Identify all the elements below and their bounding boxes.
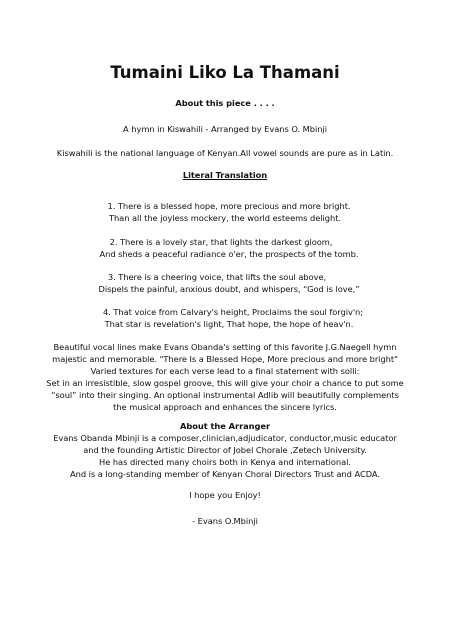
about-heading: About this piece . . . .: [175, 98, 275, 108]
description-line: the musical approach and enhances the sincere lyrics.: [113, 402, 337, 412]
signature: - Evans O.Mbinji: [192, 516, 258, 526]
verse-line: 2. There is a lovely star, that lights the darkest gloom,: [109, 237, 333, 247]
closing-text: I hope you Enjoy!: [189, 490, 261, 500]
description-line: Beautiful vocal lines make Evans Obanda's setting of this favorite J.G.Naegell hymn: [53, 342, 397, 352]
verse-line: Dispels the painful, anxious doubt, and whispers, “God is love,”: [98, 284, 360, 294]
verse-line: Than all the joyless mockery, the world esteems delight.: [108, 213, 342, 223]
subtitle: A hymn in Kiswahili - Arranged by Evans O. Mbinji: [123, 124, 327, 134]
page-title: Tumaini Liko La Thamani: [110, 63, 340, 82]
verse-line: 4. That voice from Calvary's height, Proclaims the soul forgiv'n;: [103, 307, 363, 317]
description-line: Varied textures for each verse lead to a final statement with solli:: [90, 366, 360, 376]
verse-line: And sheds a peaceful radiance o'er, the prospects of the tomb.: [99, 249, 359, 259]
verse-line: 1. There is a blessed hope, more precious and more bright.: [107, 201, 351, 211]
description-line: majestic and memorable. "There Is a Blessed Hope, More precious and more bright": [52, 354, 398, 364]
arranger-heading: About the Arranger: [179, 421, 271, 431]
description-line: “soul” into their singing. An optional instrumental Adlib will beautifully complements: [51, 390, 399, 400]
arranger-bio-line: Evans Obanda Mbinji is a composer,clinician,adjudicator, conductor,music educator: [53, 433, 397, 443]
translation-heading: Literal Translation: [182, 170, 268, 180]
arranger-bio-line: He has directed many choirs both in Kenya and international.: [99, 457, 351, 467]
verse-line: 3. There is a cheering voice, that lifts the soul above,: [107, 272, 327, 282]
verse-line: That star is revelation's light, That hope, the hope of heav'n.: [104, 319, 354, 329]
arranger-bio-line: And is a long-standing member of Kenyan Choral Directors Trust and ACDA.: [70, 469, 380, 479]
language-note: Kiswahili is the national language of Kenyan.All vowel sounds are pure as in Latin.: [56, 148, 394, 158]
description-line: Set in an irresistible, slow gospel groove, this will give your choir a chance to put some: [46, 378, 404, 388]
arranger-bio-line: and the founding Artistic Director of Jobel Chorale ,Zetech University.: [83, 445, 367, 455]
